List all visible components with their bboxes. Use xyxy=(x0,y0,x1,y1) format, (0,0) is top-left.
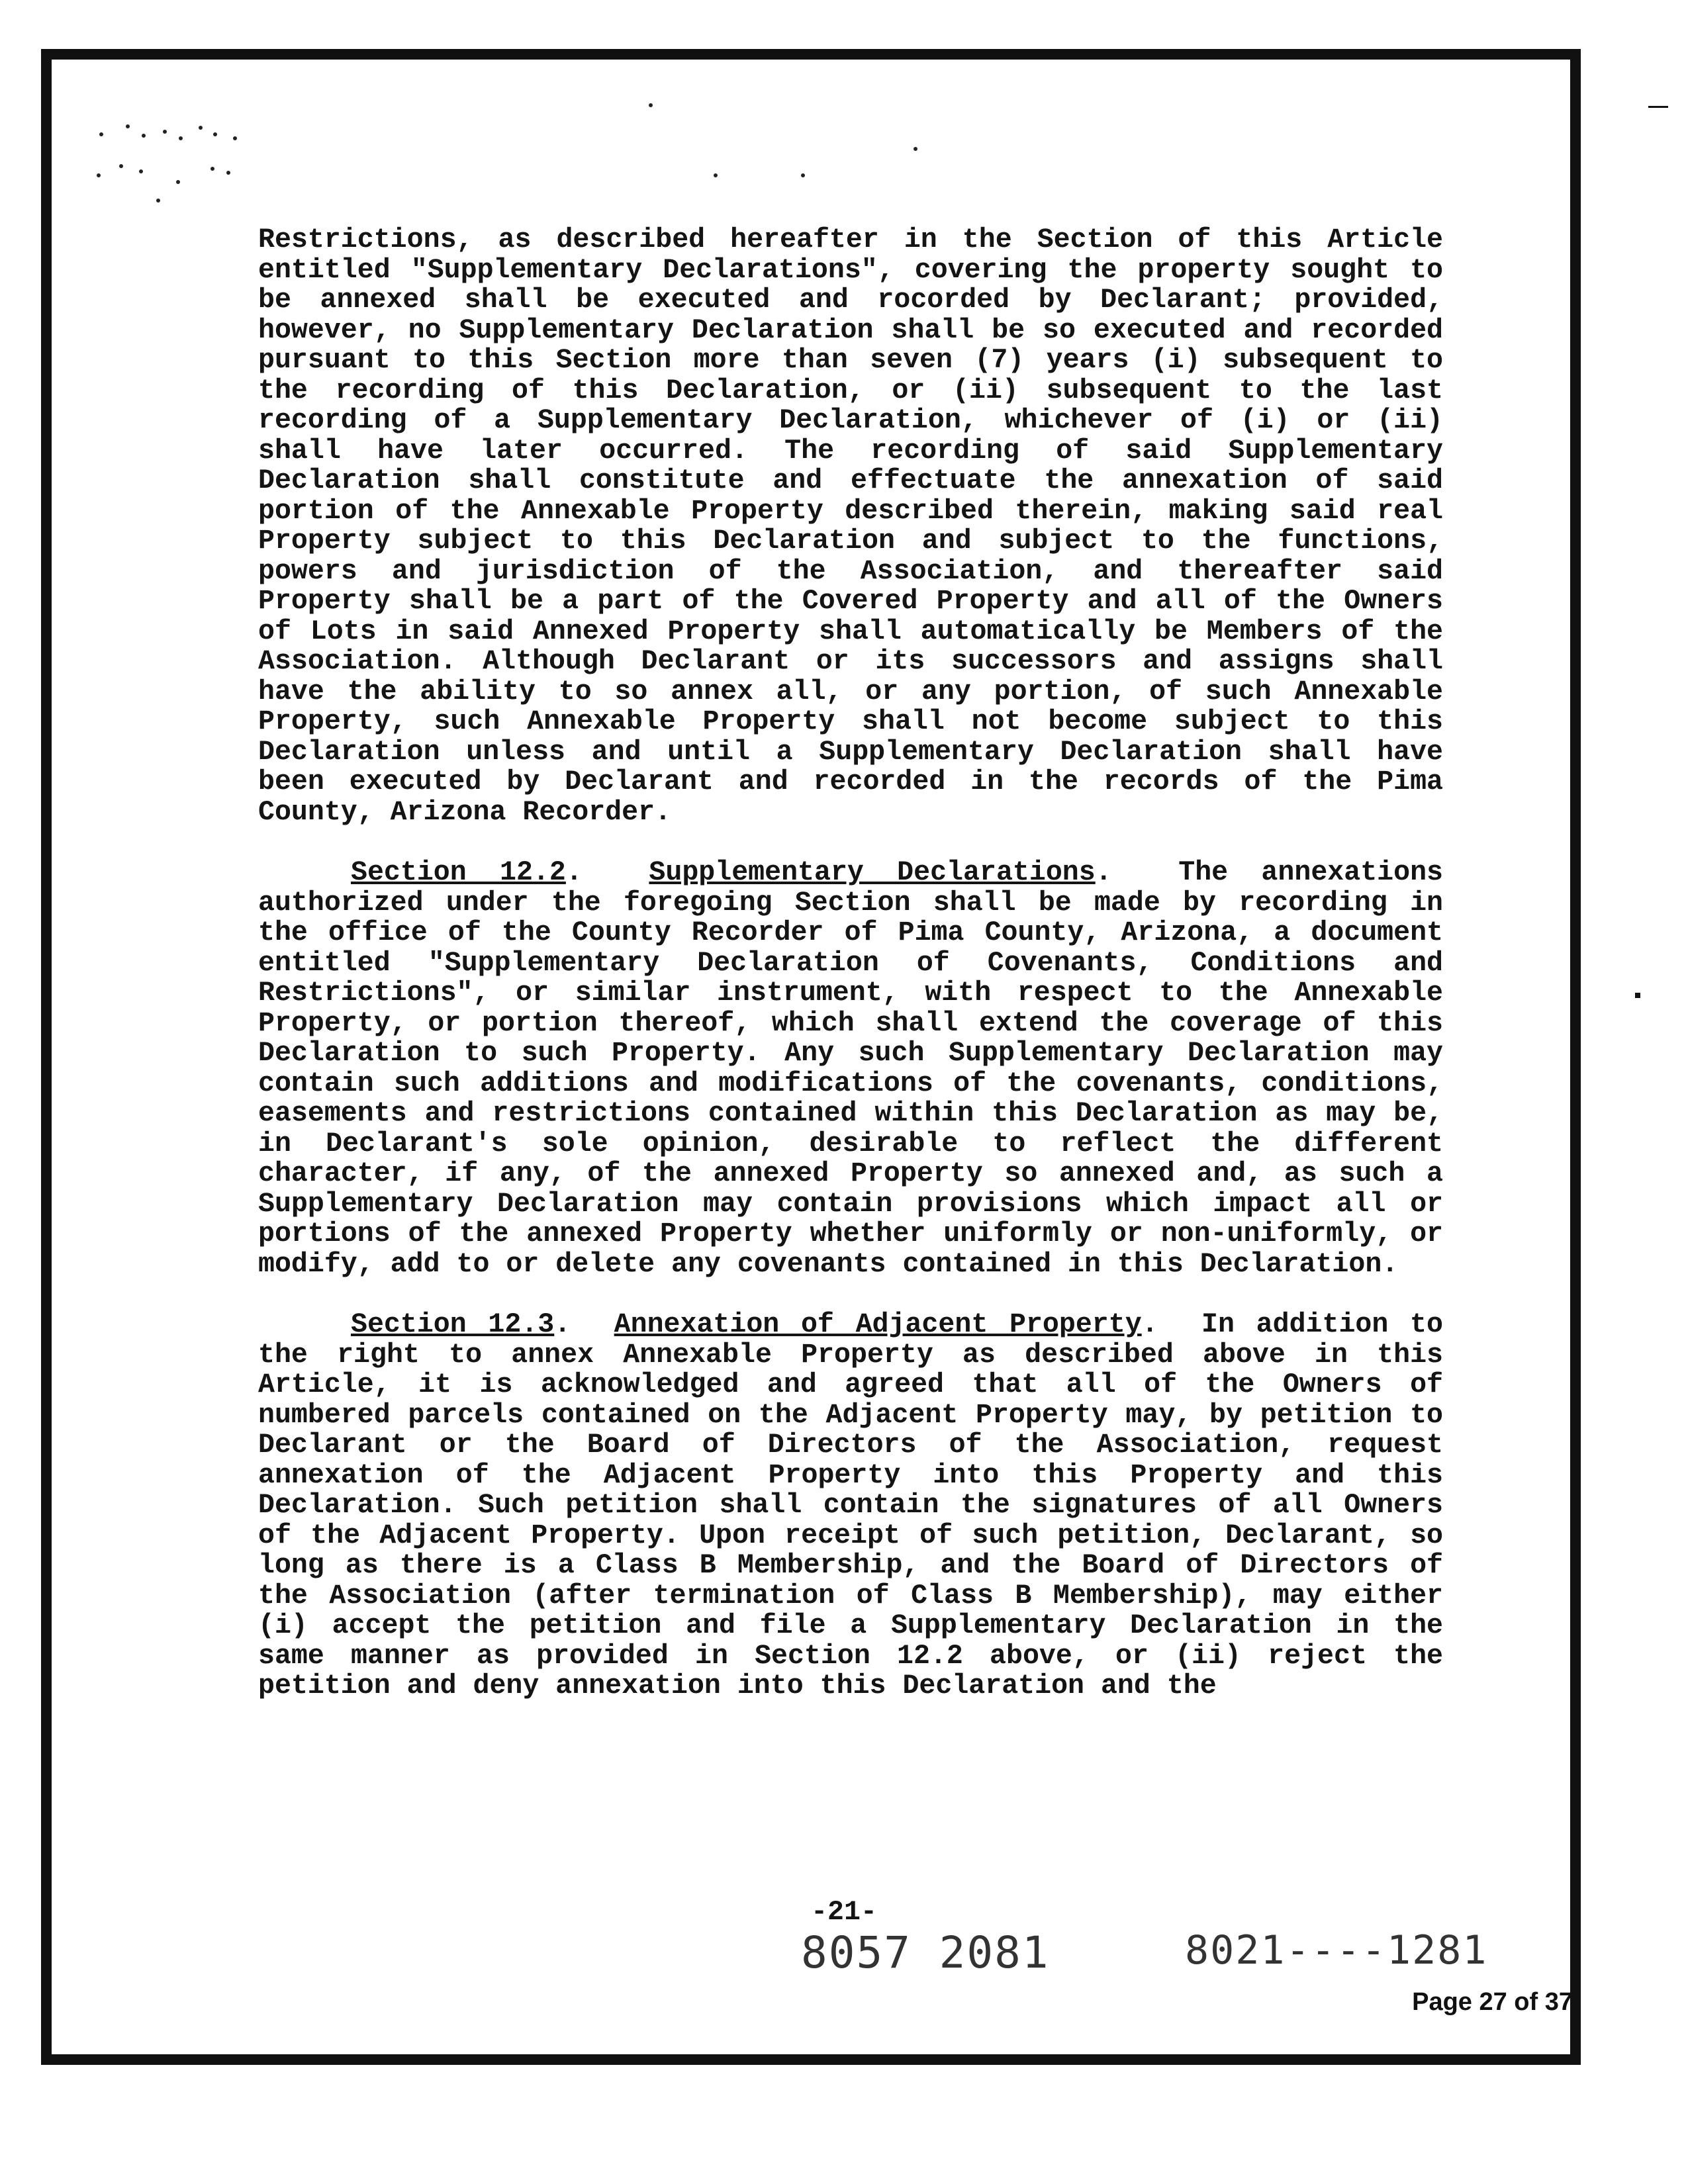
page-number: -21- xyxy=(811,1897,877,1928)
section-body: In addition to the right to annex Annexable Property as described above in this Article, it is acknowledged and agreed that all of the Owners of numbered parcels contained on the Adjacent Property may, by petition to Declarant or the Board of Directors of the Association, request annexation of the Adjacent Property into this Property and this Declaration. Such petition shall contain the signatures of all Owners of the Adjacent Property. Upon receipt of such petition, Declarant, so long as there is a Class B Membership, and the Board of Directors of the Association (after termination of Class B Membership), may either (i) accept the petition and file a Supplementary Declaration in the same manner as provided in Section 12.2 above, or (ii) reject the petition and deny annexation into this Declaration and the xyxy=(258,1309,1443,1702)
section-title: Annexation of Adjacent Property xyxy=(614,1309,1142,1340)
section-title: Supplementary Declarations xyxy=(649,857,1096,888)
footer-page-indicator: Page 27 of 37 xyxy=(1412,1988,1573,2016)
recording-number-right: 8021----1281 xyxy=(1185,1927,1488,1974)
paragraph-continuation: Restrictions, as described hereafter in the Section of this Article entitled "Supplementary Declarations", covering the property sought to be annexed shall be executed and rocorded by Declarant; provided, however, no Supplementary Declaration shall be so executed and recorded pursuant to this Section more than seven (7) years (i) subsequent to the recording of this Declaration, or (ii) subsequent to the last recording of a Supplementary Declaration, whichever of (i) or (ii) shall have later occurred. The recording of said Supplementary Declaration shall constitute and effectuate the annexation of said portion of the Annexable Property described therein, making said real Property subject to this Declaration and subject to the functions, powers and jurisdiction of the Association, and thereafter said Property shall be a part of the Covered Property and all of the Owners of Lots in said Annexed Property shall automatically be Members of the Association. Although Declarant or its successors and assigns shall have the ability to so annex all, or any portion, of such Annexable Property, such Annexable Property shall not become subject to this Declaration unless and until a Supplementary Declaration shall have been executed by Declarant and recorded in the records of the Pima County, Arizona Recorder. xyxy=(258,224,1443,828)
recording-number-left: 8057 2081 xyxy=(801,1927,1050,1978)
section-number: Section 12.2 xyxy=(351,857,566,888)
edge-mark xyxy=(1635,993,1640,998)
section-body: The annexations authorized under the foregoing Section shall be made by recording in the office of the County Recorder of Pima County, Arizona, a document entitled "Supplementary Declaration of Covenants, Conditions and Restrictions", or similar instrument, with respect to the Annexable Property, or portion thereof, which shall extend the coverage of this Declaration to such Property. Any such Supplementary Declaration may contain such additions and modifications of the covenants, conditions, easements and restrictions contained within this Declaration as may be, in Declarant's sole opinion, desirable to reflect the different character, if any, of the annexed Property so annexed and, as such a Supplementary Declaration may contain provisions which impact all or portions of the annexed Property whether uniformly or non-uniformly, or modify, add to or delete any covenants contained in this Declaration. xyxy=(258,857,1444,1280)
section-12-2: Section 12.2. Supplementary Declarations. The annexations authorized under the foregoing Section shall be made by recording in the office of the County Recorder of Pima County, Arizona, a document entitled "Supplementary Declaration of Covenants, Conditions and Restrictions", or similar instrument, with respect to the Annexable Property, or portion thereof, which shall extend the coverage of this Declaration to such Property. Any such Supplementary Declaration may contain such additions and modifications of the covenants, conditions, easements and restrictions contained within this Declaration as may be, in Declarant's sole opinion, desirable to reflect the different character, if any, of the annexed Property so annexed and, as such a Supplementary Declaration may contain provisions which impact all or portions of the annexed Property whether uniformly or non-uniformly, or modify, add to or delete any covenants contained in this Declaration. xyxy=(258,857,1444,1280)
document-body xyxy=(258,225,1443,1732)
edge-mark xyxy=(1648,106,1668,108)
section-12-3: Section 12.3. Annexation of Adjacent Property. In addition to the right to annex Annexable Property as described above in this Article, it is acknowledged and agreed that all of the Owners of numbered parcels contained on the Adjacent Property may, by petition to Declarant or the Board of Directors of the Association, request annexation of the Adjacent Property into this Property and this Declaration. Such petition shall contain the signatures of all Owners of the Adjacent Property. Upon receipt of such petition, Declarant, so long as there is a Class B Membership, and the Board of Directors of the Association (after termination of Class B Membership), may either (i) accept the petition and file a Supplementary Declaration in the same manner as provided in Section 12.2 above, or (ii) reject the petition and deny annexation into this Declaration and the xyxy=(258,1309,1443,1702)
section-number: Section 12.3 xyxy=(351,1309,555,1340)
